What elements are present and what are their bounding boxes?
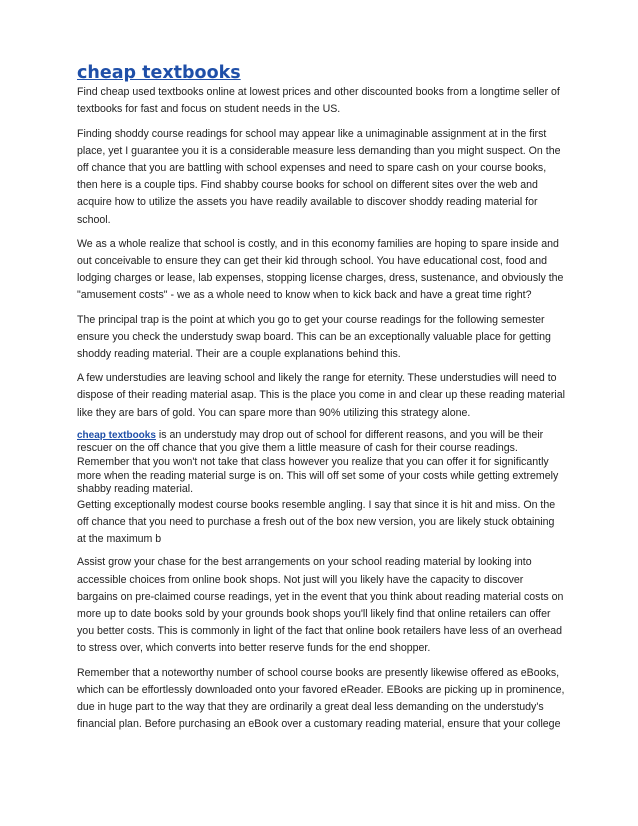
paragraph-school-costs: We as a whole realize that school is costly, and in this economy families are hoping to spare inside and out conceivable to ensure they can get their kid through school. You have educational cost, food and lodging charges or lease, lab expenses, stopping license charges, dress, sustenance, and obviously the "amusement costs" - we as a whole need to know when to kick back and have a great time right? bbox=[77, 237, 564, 302]
paragraph-angling: Getting exceptionally modest course books resemble angling. I say that since it is hit and miss. On the off chance that you need to purchase a fresh out of the box new version, you are likely stuck obtaining at the maximum b bbox=[77, 498, 556, 546]
paragraph-online-book-shops: Assist grow your chase for the best arrangements on your school reading material by looking into accessible choices from online book shops. Not just will you likely have the capacity to discover bargains on pre-claimed course readings, yet in the event that you think about reading material costs on more up to date books sold by your grounds book shops you'll likely find that online retailers can offer you better costs. This is commonly in light of the fact that online book retailers have less of an overhead to stress over, which converts into better reserve funds for the end shopper. bbox=[77, 556, 564, 655]
paragraph-rescuer-text: is an understudy may drop out of school for different reasons, and you will be their rescuer on the off chance that you give them a little measure of cash for their course readings. bbox=[77, 428, 544, 455]
page-title[interactable]: cheap textbooks bbox=[77, 63, 241, 83]
intro-paragraph: Find cheap used textbooks online at lowest prices and other discounted books from a longtime seller of textbooks for fast and focus on student needs in the US. bbox=[77, 86, 560, 116]
paragraph-shoddy-course-readings: Finding shoddy course readings for school may appear like a unimaginable assignment at in the first place, yet I guarantee you it is a considerable measure less demanding than you might suspect. On the off chance that you are battling with school expenses and need to spare cash on your course books, then here is a couple tips. Find shabby course books for school on different sites over the web and acquire how to utilize the assets you have readily available to discover shoddy reading material for school. bbox=[77, 127, 561, 226]
paragraph-swap-board: The principal trap is the point at which you go to get your course readings for the following semester ensure you check the understudy swap board. This can be an exceptionally valuable place for getting shoddy reading material. Their are a couple explanations behind this. bbox=[77, 313, 551, 361]
paragraph-leaving-students: A few understudies are leaving school and likely the range for eternity. These understudies will need to dispose of their reading material asap. This is the place you come in and clear up these reading material like they are bars of gold. You can spare more than 90% utilizing this strategy alone. bbox=[77, 372, 565, 419]
paragraph-resell-value: Remember that you won't not take that class however you realize that you can offer it for significantly more when the reading material surge is on. This will off set some of your costs while getting extremely shabby reading material. bbox=[77, 456, 559, 496]
paragraph-rescuer bbox=[77, 429, 565, 456]
paragraph-ebooks: Remember that a noteworthy number of school course books are presently likewise offered as eBooks, which can be effortlessly downloaded onto your favored eReader. EBooks are picking up in prominence, due in huge part to the way that they are ordinarily a great deal less demanding on the understudy's financial plan. Before purchasing an eBook over a customary reading material, ensure that your college bbox=[77, 666, 565, 731]
inline-link-cheap-textbooks[interactable]: cheap textbooks bbox=[77, 429, 156, 441]
document-page bbox=[77, 62, 565, 740]
